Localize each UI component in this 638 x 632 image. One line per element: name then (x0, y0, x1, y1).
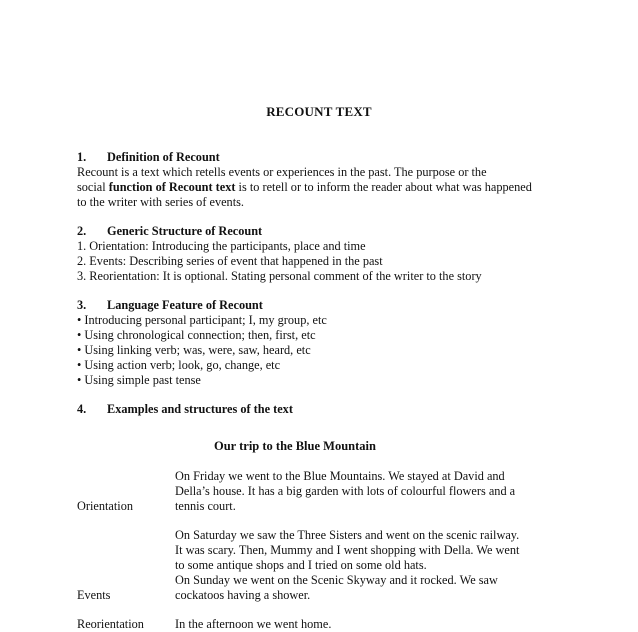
section-1-line-2-pre: social (77, 180, 109, 194)
section-1-line-3: to the writer with series of events. (77, 195, 244, 209)
section-3-number: 3. (77, 298, 87, 312)
events-line: cockatoos having a shower. (175, 588, 311, 602)
list-item: • Using action verb; look, go, change, etc (77, 358, 281, 372)
section-1-heading (77, 150, 220, 165)
section-4-number: 4. (77, 402, 87, 416)
reorientation-label: Reorientation (77, 617, 144, 631)
section-1-title: Definition of Recount (107, 150, 220, 164)
document-title: RECOUNT TEXT (266, 104, 372, 119)
list-item: • Using simple past tense (77, 373, 201, 387)
list-item: • Using linking verb; was, were, saw, heard, etc (77, 343, 311, 357)
events-line: On Saturday we saw the Three Sisters and went on the scenic railway. (175, 528, 520, 542)
section-1-line-1: Recount is a text which retells events or experiences in the past. The purpose or the (77, 165, 487, 179)
orientation-line: Della’s house. It has a big garden with lots of colourful flowers and a (175, 484, 516, 498)
section-1-line-2-bold: function of Recount text (108, 180, 236, 194)
example-title: Our trip to the Blue Mountain (214, 439, 376, 453)
section-2-title: Generic Structure of Recount (107, 224, 263, 238)
list-item: • Using chronological connection; then, first, etc (77, 328, 316, 342)
section-2-number: 2. (77, 224, 87, 238)
events-line: to some antique shops and I tried on some old hats. (175, 558, 427, 572)
orientation-line: tennis court. (175, 499, 236, 513)
section-1-number: 1. (77, 150, 87, 164)
events-line: It was scary. Then, Mummy and I went shopping with Della. We went (175, 543, 520, 557)
orientation-line: On Friday we went to the Blue Mountains. We stayed at David and (175, 469, 505, 483)
section-3-heading (77, 298, 263, 313)
orientation-label: Orientation (77, 499, 134, 513)
section-4-title: Examples and structures of the text (107, 402, 293, 416)
list-item: • Introducing personal participant; I, my group, etc (77, 313, 327, 327)
list-item: 3. Reorientation: It is optional. Stating personal comment of the writer to the story (77, 269, 482, 283)
section-1-line-2-post: is to retell or to inform the reader about what was happened (235, 180, 532, 194)
section-3-title: Language Feature of Recount (107, 298, 263, 312)
section-4-heading (77, 402, 293, 417)
reorientation-text: In the afternoon we went home. (175, 617, 332, 631)
events-label: Events (77, 588, 111, 602)
list-item: 1. Orientation: Introducing the participants, place and time (77, 239, 366, 253)
section-1-line-2 (77, 180, 532, 195)
events-line: On Sunday we went on the Scenic Skyway and it rocked. We saw (175, 573, 498, 587)
section-2-heading (77, 224, 262, 239)
list-item: 2. Events: Describing series of event that happened in the past (77, 254, 383, 268)
